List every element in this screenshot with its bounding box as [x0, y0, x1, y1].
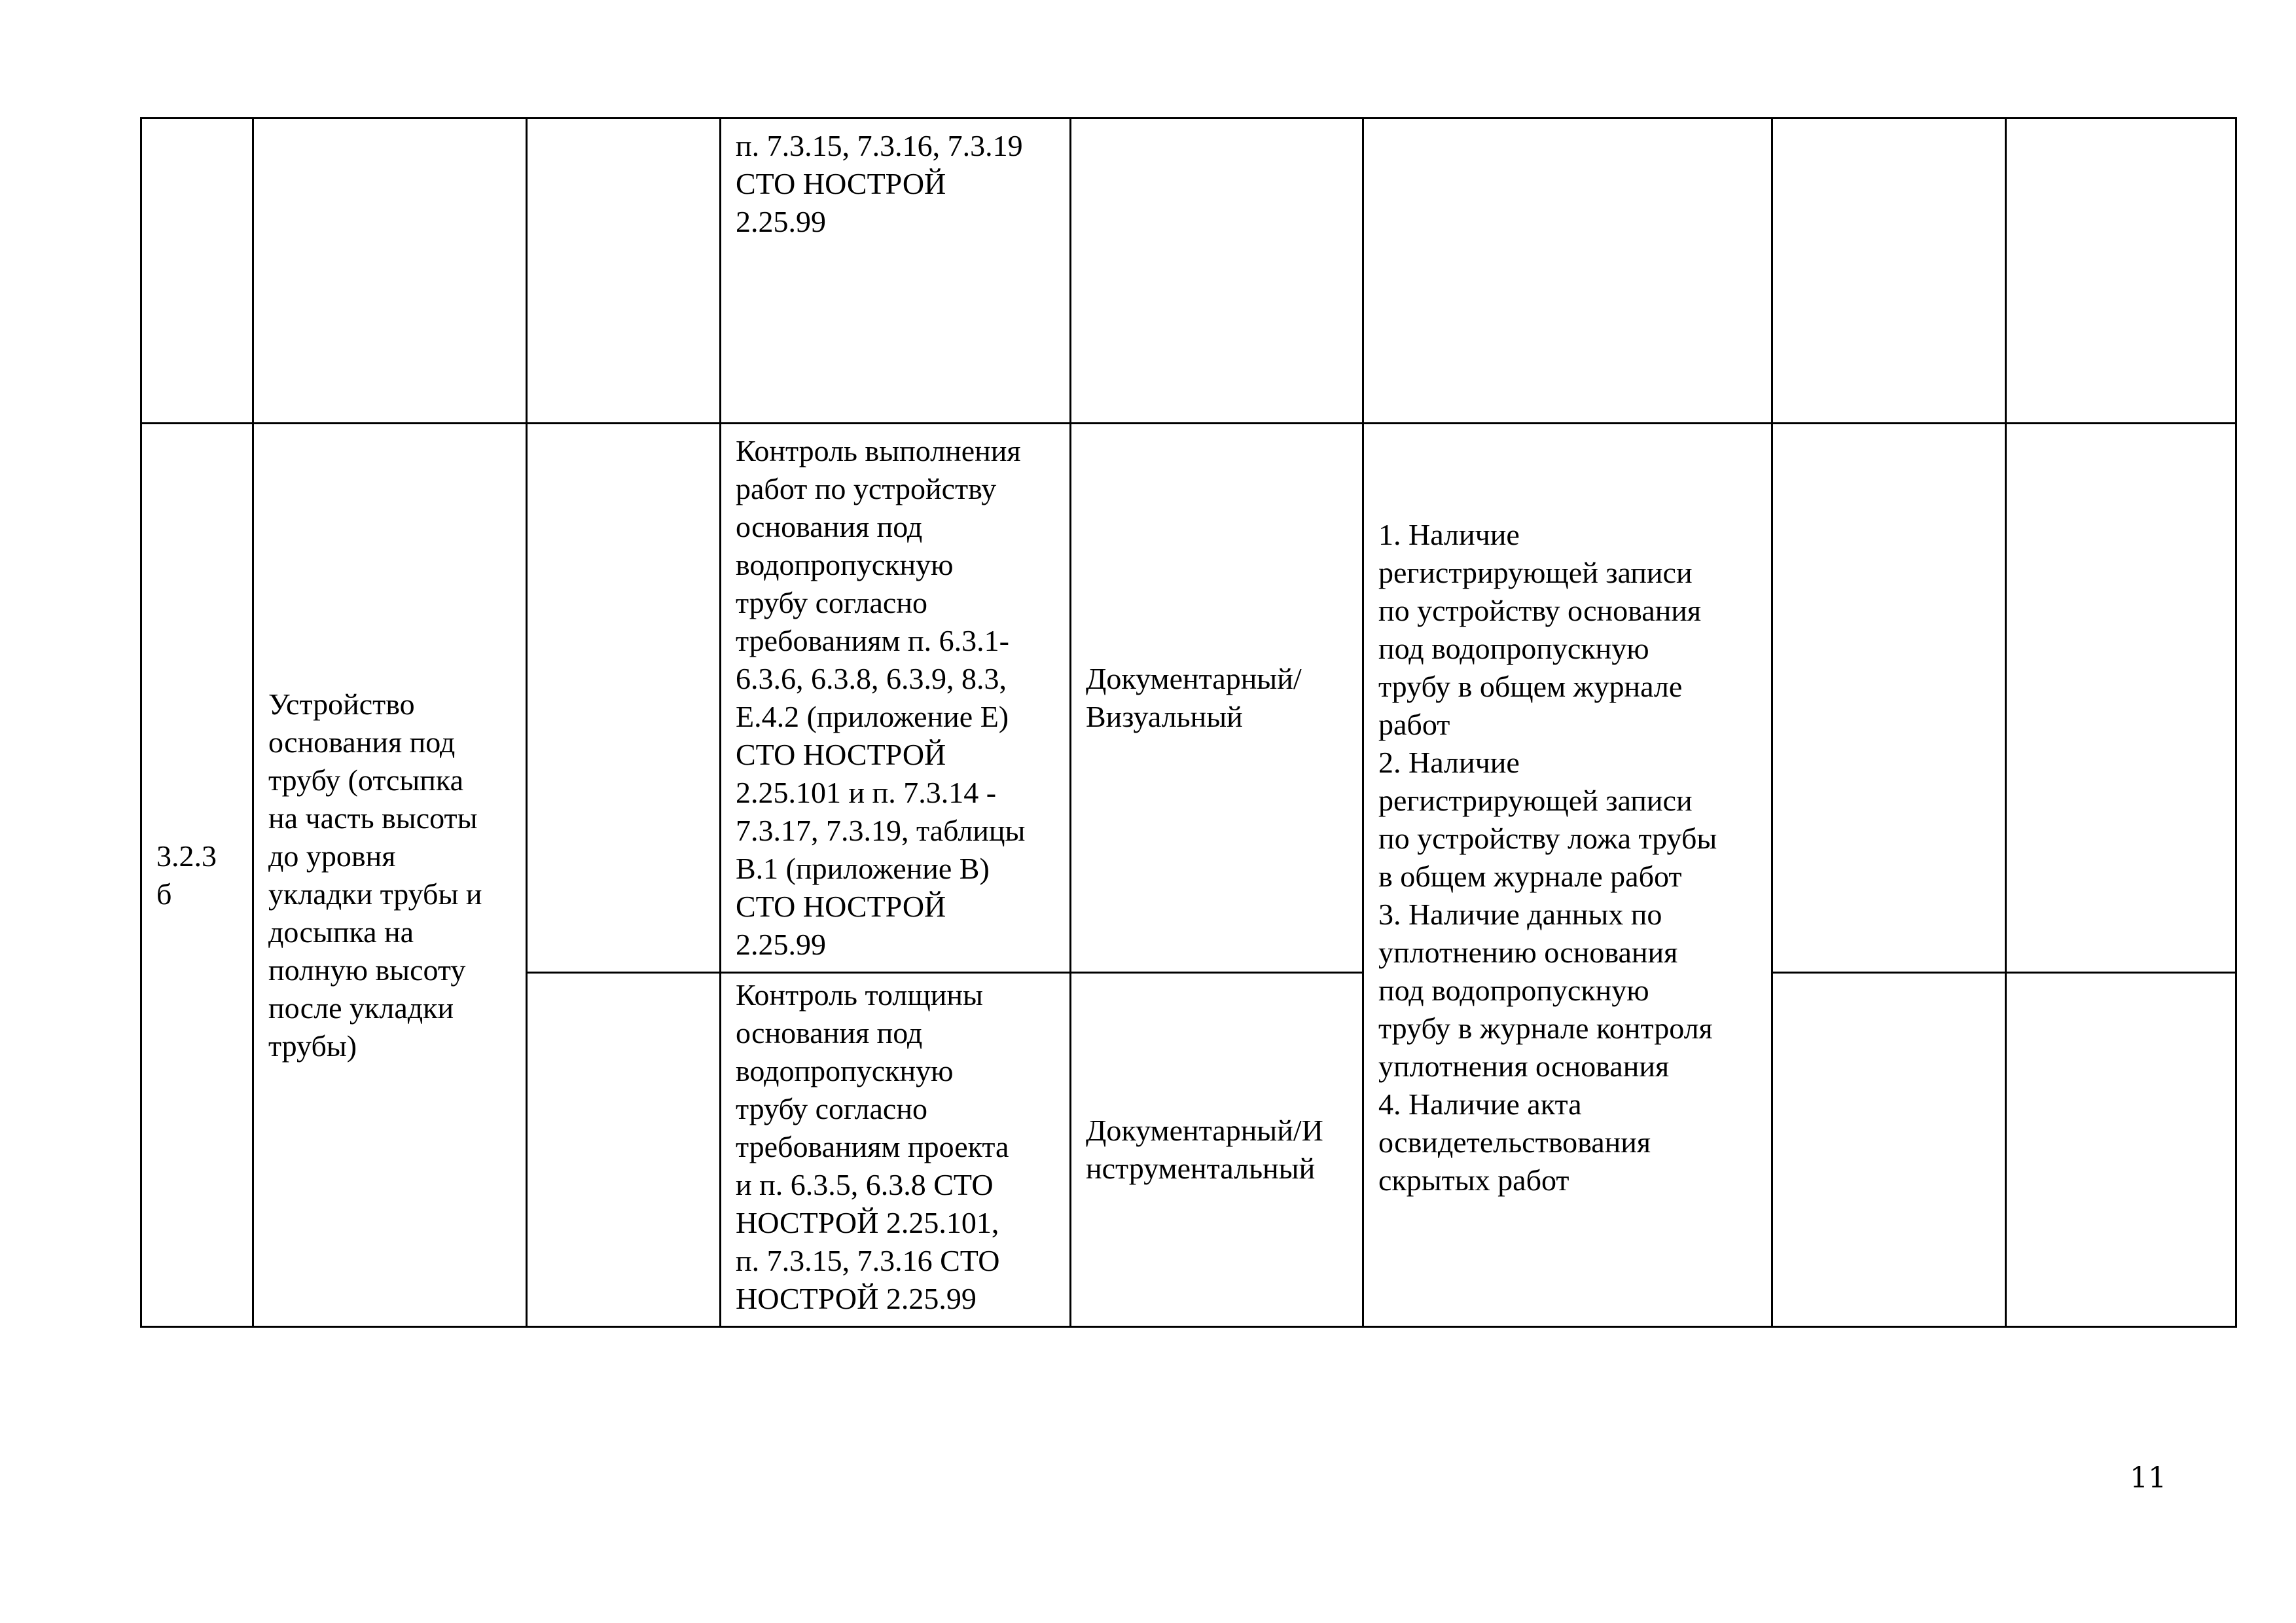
text-line: после укладки: [268, 991, 454, 1025]
cell-item-title: [253, 424, 527, 1327]
text-line: нструментальный: [1086, 1152, 1316, 1185]
text-line: трубу (отсыпка: [268, 763, 463, 797]
cell-col8-empty: [2006, 973, 2236, 1327]
text-line: НОСТРОЙ 2.25.99: [736, 1282, 977, 1315]
text-line: трубы): [268, 1029, 357, 1063]
page-number: 11: [2130, 1461, 2166, 1495]
requirements-table: [140, 117, 2237, 1328]
cell-control-method: [1071, 424, 1363, 973]
text-line: регистрирующей записи: [1378, 556, 1693, 589]
text-line: работ по устройству: [736, 472, 997, 505]
item-number-line: б: [156, 877, 172, 911]
table-row: [141, 424, 2236, 973]
text-line: трубу согласно: [736, 586, 927, 619]
text-line: в общем журнале работ: [1378, 860, 1682, 893]
text-line: СТО НОСТРОЙ: [736, 738, 946, 771]
text-line: 2.25.99: [736, 928, 826, 961]
cell-control-method: [1071, 973, 1363, 1327]
text-line: уплотнения основания: [1378, 1049, 1670, 1083]
text-line: В.1 (приложение В): [736, 852, 990, 885]
text-line: основания под: [268, 725, 456, 759]
text-line: Устройство: [268, 687, 415, 721]
cell-col7-empty: [1772, 424, 2006, 973]
text-line: регистрирующей записи: [1378, 784, 1693, 817]
text-line: Контроль выполнения: [736, 434, 1021, 467]
text-line: Е.4.2 (приложение Е): [736, 700, 1009, 733]
continuation-row: [141, 119, 2236, 424]
text-line: Контроль толщины: [736, 978, 983, 1012]
cell-requirement: [721, 424, 1071, 973]
text-line: на часть высоты: [268, 801, 478, 835]
text-line: водопропускную: [736, 1054, 954, 1087]
text-line: 7.3.17, 7.3.19, таблицы: [736, 814, 1026, 847]
text-line: по устройству основания: [1378, 594, 1702, 627]
cell-col7-empty: [1772, 973, 2006, 1327]
cell-col3-empty: [527, 973, 721, 1327]
cell-col8-empty: [2006, 119, 2236, 424]
cell-col7-empty: [1772, 119, 2006, 424]
text-line: Визуальный: [1086, 700, 1243, 733]
text-line: 1. Наличие: [1378, 518, 1520, 551]
cell-method-empty: [1071, 119, 1363, 424]
text-line: работ: [1378, 708, 1450, 741]
cell-col3-empty: [527, 119, 721, 424]
text-line: 6.3.6, 6.3.8, 6.3.9, 8.3,: [736, 662, 1007, 695]
text-line: водопропускную: [736, 548, 954, 581]
cell-evidence: [1363, 424, 1772, 1327]
text-line: трубу в общем журнале: [1378, 670, 1683, 703]
item-number-line: 3.2.3: [156, 839, 217, 873]
text-line: 2.25.101 и п. 7.3.14 -: [736, 776, 997, 809]
text-line: п. 7.3.15, 7.3.16, 7.3.19: [736, 129, 1023, 162]
text-line: п. 7.3.15, 7.3.16 СТО: [736, 1244, 1000, 1277]
text-line: по устройству ложа трубы: [1378, 822, 1717, 855]
cell-col3-empty: [527, 424, 721, 973]
text-line: требованиям п. 6.3.1-: [736, 624, 1009, 657]
text-line: и п. 6.3.5, 6.3.8 СТО: [736, 1168, 994, 1201]
cell-requirement-continuation: [721, 119, 1071, 424]
text-line: укладки трубы и: [268, 877, 482, 911]
text-line: трубу согласно: [736, 1092, 927, 1125]
cell-item-number: [141, 424, 253, 1327]
text-line: под водопропускную: [1378, 974, 1649, 1007]
cell-evidence-empty: [1363, 119, 1772, 424]
text-line: СТО НОСТРОЙ: [736, 890, 946, 923]
text-line: полную высоту: [268, 953, 466, 987]
text-line: НОСТРОЙ 2.25.101,: [736, 1206, 999, 1239]
text-line: досыпка на: [268, 915, 414, 949]
text-line: требованиям проекта: [736, 1130, 1009, 1163]
text-line: основания под: [736, 1016, 923, 1049]
text-line: освидетельствования: [1378, 1125, 1651, 1159]
text-line: Документарный/: [1086, 662, 1302, 695]
cell-col8-empty: [2006, 424, 2236, 973]
text-line: 2.25.99: [736, 205, 826, 238]
text-line: под водопропускную: [1378, 632, 1649, 665]
text-line: до уровня: [268, 839, 396, 873]
text-line: 4. Наличие акта: [1378, 1087, 1582, 1121]
text-line: 2. Наличие: [1378, 746, 1520, 779]
cell-requirement: [721, 973, 1071, 1327]
text-line: Документарный/И: [1086, 1114, 1323, 1147]
cell-title-empty: [253, 119, 527, 424]
text-line: скрытых работ: [1378, 1163, 1570, 1197]
text-line: основания под: [736, 510, 923, 543]
text-line: трубу в журнале контроля: [1378, 1012, 1713, 1045]
text-line: уплотнению основания: [1378, 936, 1678, 969]
cell-number-empty: [141, 119, 253, 424]
text-line: 3. Наличие данных по: [1378, 898, 1662, 931]
text-line: СТО НОСТРОЙ: [736, 167, 946, 200]
